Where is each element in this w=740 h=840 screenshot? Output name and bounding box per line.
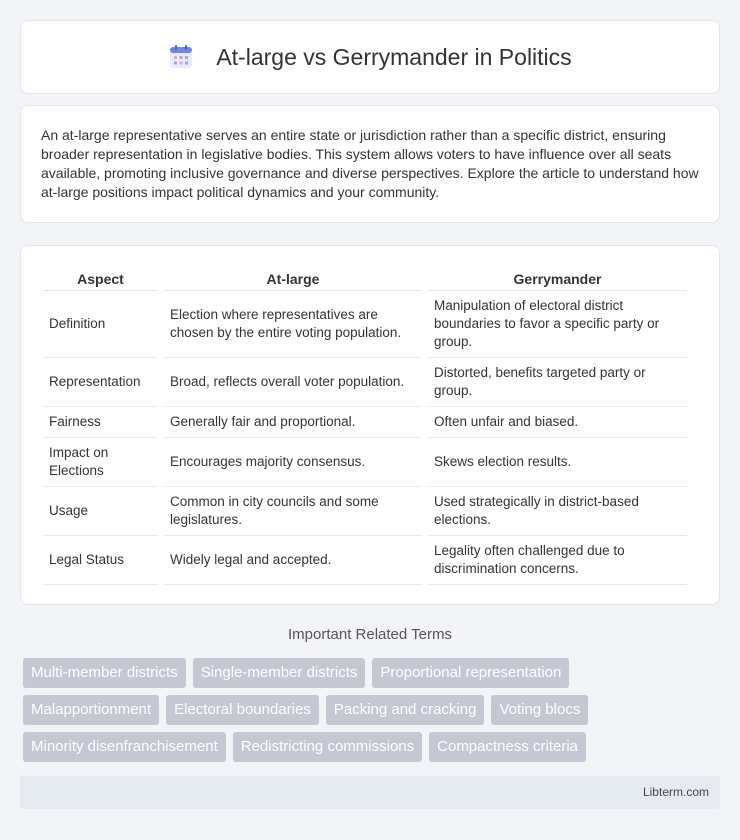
table-row xyxy=(43,487,687,536)
gerrymander-cell: Manipulation of electoral district boundaries to favor a specific party or group. xyxy=(428,291,687,358)
table-header-row xyxy=(43,266,687,291)
aspect-cell: Fairness xyxy=(43,407,158,438)
tag-row xyxy=(23,732,723,762)
term-tag[interactable]: Redistricting commissions xyxy=(233,732,422,762)
table-row xyxy=(43,438,687,487)
term-tag[interactable]: Malapportionment xyxy=(23,695,159,725)
at-large-cell: Widely legal and accepted. xyxy=(164,536,422,585)
at-large-cell: Generally fair and proportional. xyxy=(164,407,422,438)
at-large-cell: Common in city councils and some legislatures. xyxy=(164,487,422,536)
term-tag[interactable]: Single-member districts xyxy=(193,658,366,688)
term-tag[interactable]: Minority disenfranchisement xyxy=(23,732,226,762)
term-tag[interactable]: Multi-member districts xyxy=(23,658,186,688)
header-card xyxy=(20,20,720,94)
intro-text: An at-large representative serves an entire state or jurisdiction rather than a specific district, ensuring broader representation in legislative bodies. This system allows voters to have influence over all seats available, promoting inclusive governance and diverse perspectives. Explore the article to understand how at-large positions impact political dynamics and your community. xyxy=(41,127,699,200)
page-title: At-large vs Gerrymander in Politics xyxy=(216,43,572,70)
term-tag[interactable]: Packing and cracking xyxy=(326,695,485,725)
related-terms xyxy=(23,658,723,769)
table-row xyxy=(43,536,687,585)
aspect-cell: Usage xyxy=(43,487,158,536)
aspect-cell: Representation xyxy=(43,358,158,407)
tag-row xyxy=(23,695,723,725)
aspect-cell: Legal Status xyxy=(43,536,158,585)
gerrymander-cell: Distorted, benefits targeted party or group. xyxy=(428,358,687,407)
table-row xyxy=(43,291,687,358)
gerrymander-cell: Skews election results. xyxy=(428,438,687,487)
term-tag[interactable]: Electoral boundaries xyxy=(166,695,319,725)
footer xyxy=(20,776,720,809)
comparison-table-card xyxy=(20,245,720,605)
column-header: At-large xyxy=(164,266,422,291)
term-tag[interactable]: Proportional representation xyxy=(372,658,569,688)
term-tag[interactable]: Compactness criteria xyxy=(429,732,586,762)
at-large-cell: Broad, reflects overall voter population. xyxy=(164,358,422,407)
comparison-table xyxy=(37,266,693,585)
column-header: Aspect xyxy=(43,266,158,291)
related-terms-title: Important Related Terms xyxy=(288,626,452,643)
gerrymander-cell: Used strategically in district-based elections. xyxy=(428,487,687,536)
term-tag[interactable]: Voting blocs xyxy=(491,695,588,725)
gerrymander-cell: Often unfair and biased. xyxy=(428,407,687,438)
at-large-cell: Encourages majority consensus. xyxy=(164,438,422,487)
aspect-cell: Impact on Elections xyxy=(43,438,158,487)
gerrymander-cell: Legality often challenged due to discrimination concerns. xyxy=(428,536,687,585)
footer-link[interactable]: Libterm.com xyxy=(642,785,709,799)
at-large-cell: Election where representatives are chosen by the entire voting population. xyxy=(164,291,422,358)
table-row xyxy=(43,358,687,407)
table-row xyxy=(43,407,687,438)
tag-row xyxy=(23,658,723,688)
calendar-icon xyxy=(168,44,194,70)
intro-card xyxy=(20,105,720,223)
column-header: Gerrymander xyxy=(428,266,687,291)
aspect-cell: Definition xyxy=(43,291,158,358)
